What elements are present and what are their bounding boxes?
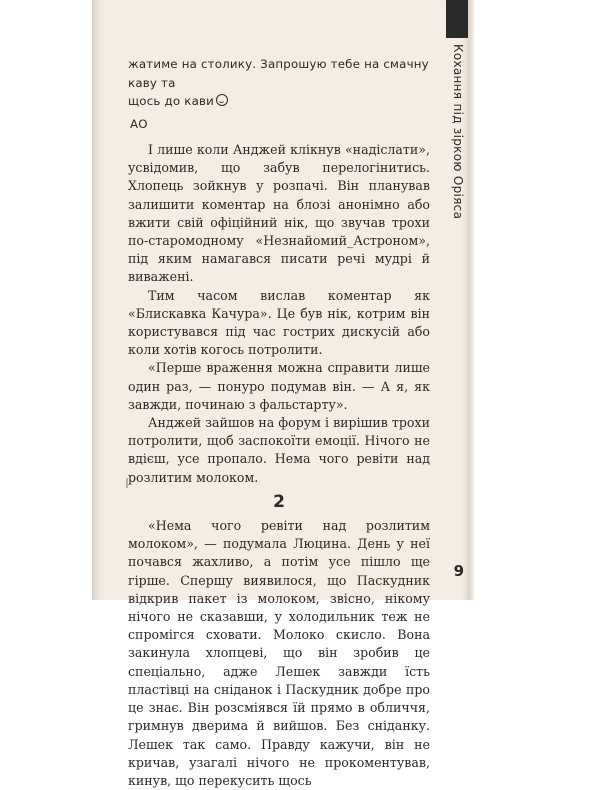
letter-text (128, 55, 430, 133)
page-number: 9 (453, 562, 464, 580)
paragraph: І лише коли Анджей клікнув «надіслати», усвідомив, що забув перелогінитись. Хлопець зойкнув у розпачі. Він планував залишити коментар на блозі анонімно або вжити свій офіційний нік, що звучав трохи по-старомодному «Незнайомий_Астроном», під яким намагався писати речі мудрі й виважені. (128, 142, 430, 285)
letter-line-1: жатиме на столику. Запрошую тебе на смачну каву та (128, 57, 429, 90)
letter-signature: АО (130, 116, 148, 131)
page-speck (126, 478, 128, 488)
chapter-paragraph: «Нема чого ревіти над розлитим молоком», — подумала Люцина. День у неї почався жахливо, а потім усе пішло ще гірше. Спершу виявилося, що Паскудник відкрив пакет із молоком, звісно, нікому нічого не сказавши, у холодильник теж не спромігся сховати. Молоко скисло. Вона закинула хлопцеві, що він зробив це спеціально, адже Лешек завжди їсть пластівці на сніданок і Паскудник добре про це знає. Він розсміявся їй прямо в обличчя, гримнув дверима й вийшов. Без сніданку. Лешек так само. Правду кажучи, він не кричав, узагалі нічого не прокоментував, кинув, що перекусить щось (128, 518, 430, 788)
page-edge-shadow (468, 0, 474, 600)
running-head: Кохання під зіркою Оріяса (451, 44, 465, 220)
book-page (92, 0, 468, 788)
paragraph: Тим часом вислав коментар як «Блискавка Качура». Це був нік, котрим він користувався під час гострих дискусій або коли хотів когось потролити. (128, 287, 430, 358)
letter-line-2 (128, 92, 430, 111)
paragraph: Анджей зайшов на форум і вирішив трохи потролити, щоб заспокоїти емоції. Нічого не вдієш, усе пропало. Нема чого ревіти над розлитим молоком. (128, 415, 430, 485)
letter-line-2-text: щось до кави (128, 94, 215, 108)
chapter-tab-marker (446, 0, 468, 38)
smiley-icon (216, 94, 228, 106)
paragraph: «Перше враження можна справити лише один раз, — понуро подумав він. — А я, як завжди, починаю з фальстарту». (128, 360, 430, 412)
chapter-number: 2 (273, 491, 285, 512)
page-text (128, 55, 430, 790)
